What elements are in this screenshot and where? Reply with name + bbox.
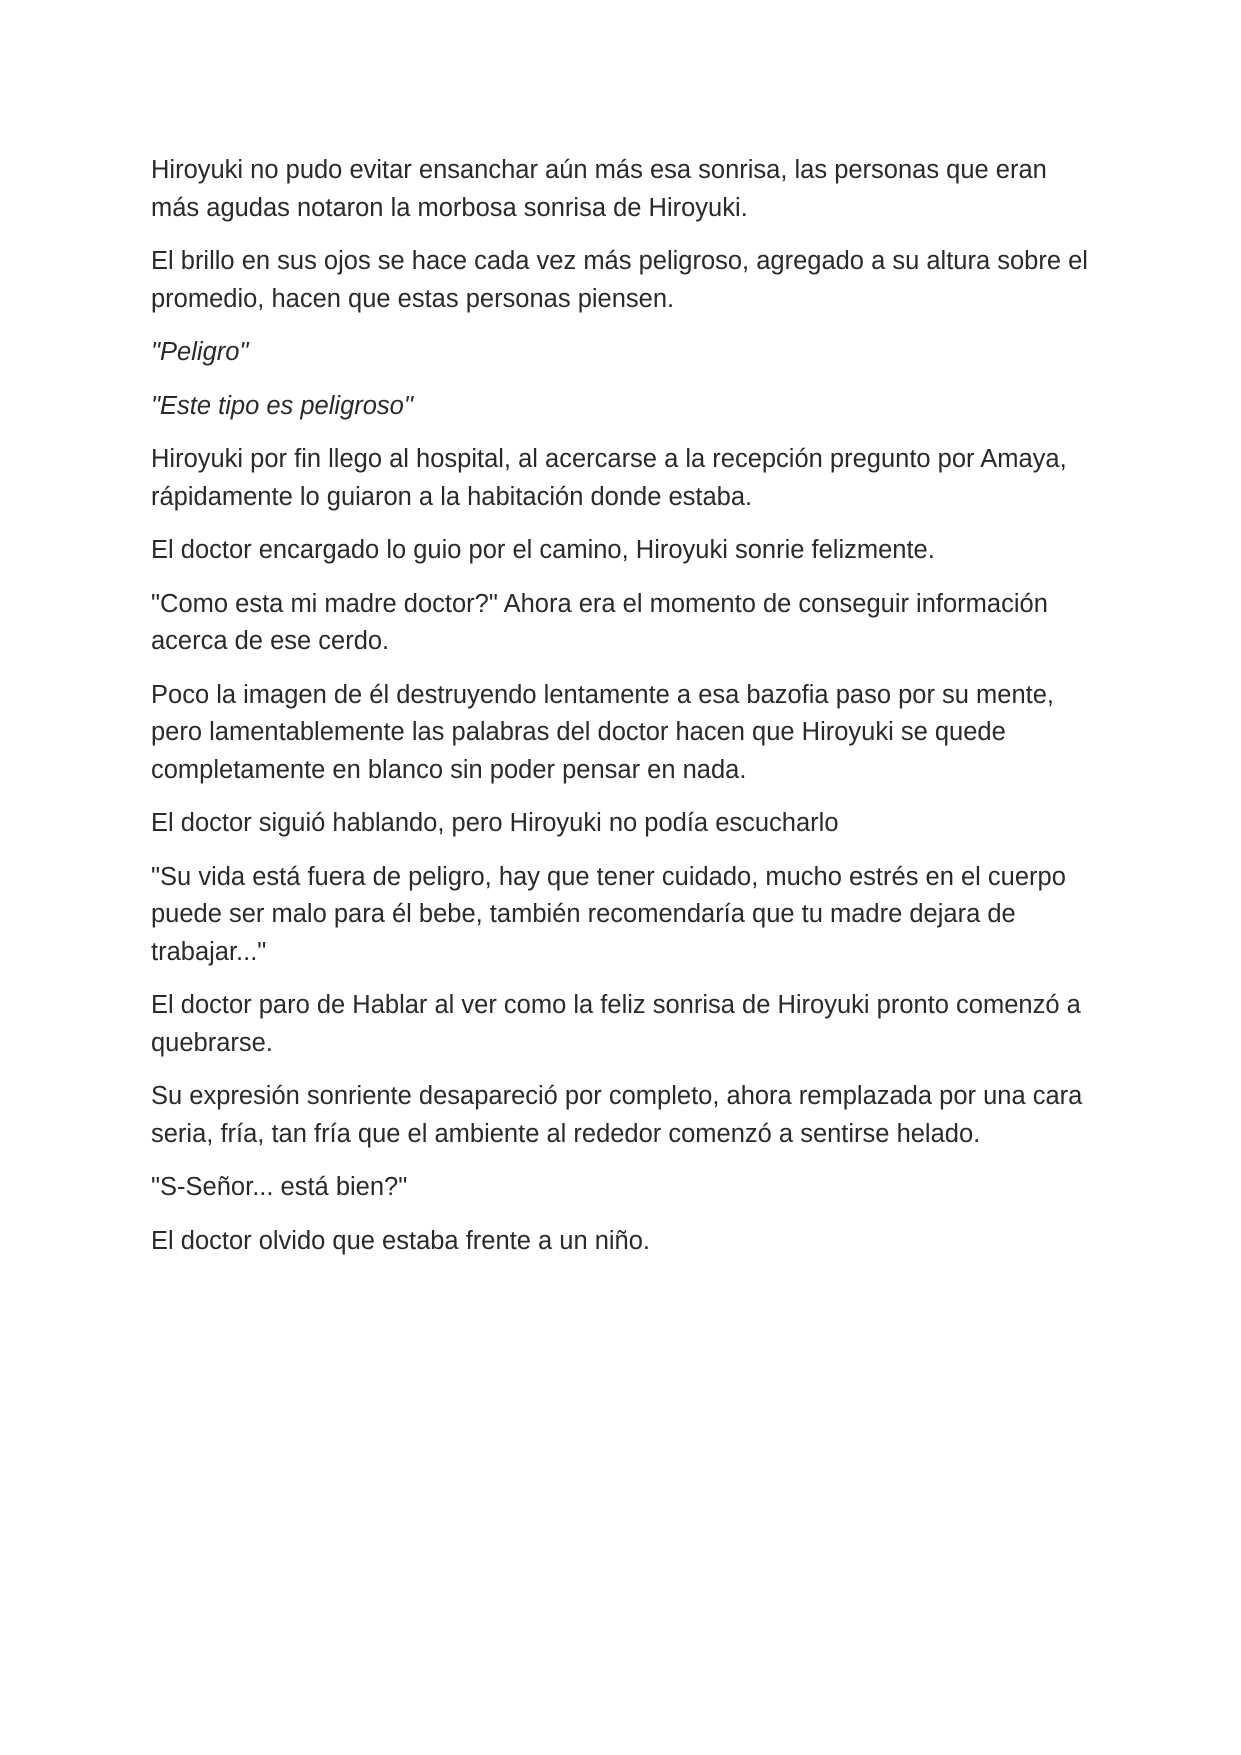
paragraph: Su expresión sonriente desapareció por completo, ahora remplazada por una cara seria, fría, tan fría que el ambiente al rededor comenzó a sentirse helado. — [151, 1082, 1083, 1148]
paragraph-italic: "Peligro" — [151, 338, 249, 366]
paragraph: El doctor paro de Hablar al ver como la feliz sonrisa de Hiroyuki pronto comenzó a quebrarse. — [151, 991, 1081, 1057]
document-body — [151, 152, 1096, 1276]
paragraph: Hiroyuki por fin llego al hospital, al acercarse a la recepción pregunto por Amaya, rápidamente lo guiaron a la habitación donde estaba. — [151, 445, 1067, 511]
paragraph: "Su vida está fuera de peligro, hay que tener cuidado, mucho estrés en el cuerpo puede ser malo para él bebe, también recomendaría que tu madre dejara de trabajar..." — [151, 862, 1066, 966]
paragraph: El doctor olvido que estaba frente a un niño. — [151, 1226, 651, 1255]
paragraph: "S-Señor... está bien?" — [151, 1173, 408, 1201]
paragraph: El brillo en sus ojos se hace cada vez más peligroso, agregado a su altura sobre el promedio, hacen que estas personas piensen. — [151, 247, 1088, 313]
paragraph: El doctor encargado lo guio por el camino, Hiroyuki sonrie felizmente. — [151, 536, 935, 564]
paragraph: Poco la imagen de él destruyendo lentamente a esa bazofia paso por su mente, pero lamentablemente las palabras del doctor hacen que Hiroyuki se quede completamente en blanco sin poder pensar en nada. — [151, 680, 1054, 784]
paragraph-italic: "Este tipo es peligroso" — [151, 391, 413, 420]
paragraph: Hiroyuki no pudo evitar ensanchar aún más esa sonrisa, las personas que eran más agudas notaron la morbosa sonrisa de Hiroyuki. — [151, 156, 1047, 222]
paragraph: "Como esta mi madre doctor?" Ahora era el momento de conseguir información acerca de ese cerdo. — [151, 589, 1048, 655]
paragraph: El doctor siguió hablando, pero Hiroyuki no podía escucharlo — [151, 809, 839, 837]
